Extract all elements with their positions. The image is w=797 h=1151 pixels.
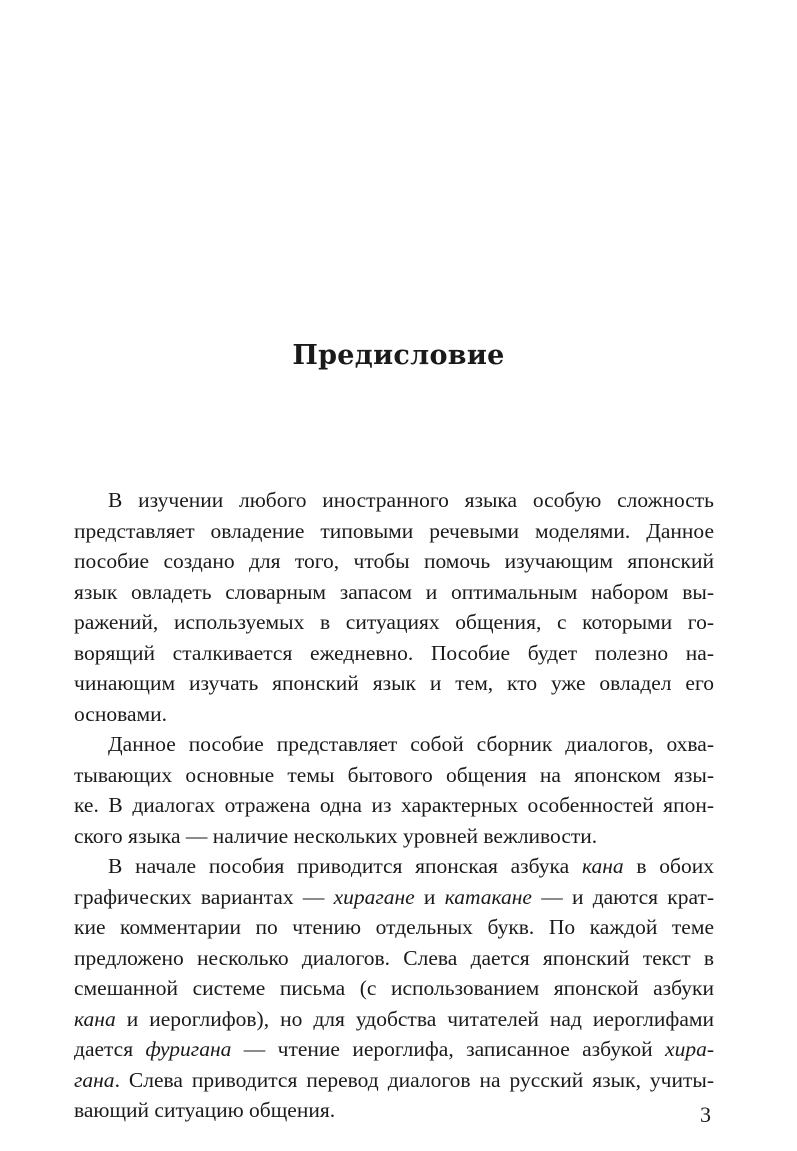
italic-term-kana: кана xyxy=(74,1006,116,1031)
page-number: 3 xyxy=(700,1102,711,1127)
text-line: язык овладеть словарным запасом и оптимальным набором вы- xyxy=(74,579,714,604)
italic-term-hiragana-part2: гана xyxy=(74,1067,115,1092)
text-line xyxy=(74,1004,714,1035)
text-run: графических вариантах — xyxy=(74,884,334,909)
text-line: представляет овладение типовыми речевыми моделями. Данное xyxy=(74,518,714,543)
body-text xyxy=(74,485,714,1126)
text-run: дается xyxy=(74,1037,146,1061)
text-line: предложено несколько диалогов. Слева дается японский текст в xyxy=(74,945,714,970)
italic-term-hiragane: хирагане xyxy=(333,884,415,909)
text-run: — чтение иероглифа, записанное азбукой xyxy=(231,1037,666,1061)
paragraph-3 xyxy=(74,851,714,1126)
paragraph-1 xyxy=(74,485,714,729)
page-title: Предисловие xyxy=(292,340,505,371)
text-line: ражений, используемых в ситуациях общения, с которыми го- xyxy=(74,610,714,634)
text-line: кие комментарии по чтению отдельных букв. По каждой теме xyxy=(74,915,714,939)
text-line: ского языка — наличие нескольких уровней вежливости. xyxy=(74,823,598,848)
text-line: основами. xyxy=(74,701,167,726)
text-line xyxy=(74,882,714,913)
text-line: чинающим изучать японский язык и тем, кто уже овладел его xyxy=(74,671,714,695)
paragraph-2 xyxy=(74,729,714,851)
text-run: в обоих xyxy=(623,854,714,878)
italic-term-furigana: фуригана xyxy=(145,1037,232,1061)
italic-term-hiragana-part1: хира- xyxy=(665,1037,714,1061)
text-run: . Слева приводится перевод диалогов на русский язык, учиты- xyxy=(114,1067,714,1092)
text-line: В изучении любого иностранного языка особую сложность xyxy=(108,488,714,512)
text-line xyxy=(74,1065,714,1096)
text-line: ке. В диалогах отражена одна из характерных особенностей япон- xyxy=(74,793,714,817)
text-line: пособие создано для того, чтобы помочь изучающим японский xyxy=(74,549,714,573)
text-run: — и даются крат- xyxy=(531,884,715,909)
text-line xyxy=(74,1034,714,1065)
italic-term-kana: кана xyxy=(581,854,624,878)
text-line: Данное пособие представляет собой сборник диалогов, охва- xyxy=(108,732,714,756)
text-line: смешанной системе письма (с использованием японской азбуки xyxy=(74,976,714,1000)
text-line: ворящий сталкивается ежедневно. Пособие будет полезно на- xyxy=(74,640,714,665)
text-line: вающий ситуацию общения. xyxy=(74,1098,336,1122)
text-run: и xyxy=(414,884,445,909)
text-run: В начале пособия приводится японская азбука xyxy=(108,854,582,878)
text-run: и иероглифов), но для удобства читателей над иероглифами xyxy=(115,1006,714,1031)
text-line: тывающих основные темы бытового общения на японском язы- xyxy=(74,762,714,787)
italic-term-katakane: катакане xyxy=(444,884,532,909)
text-line xyxy=(74,851,714,882)
